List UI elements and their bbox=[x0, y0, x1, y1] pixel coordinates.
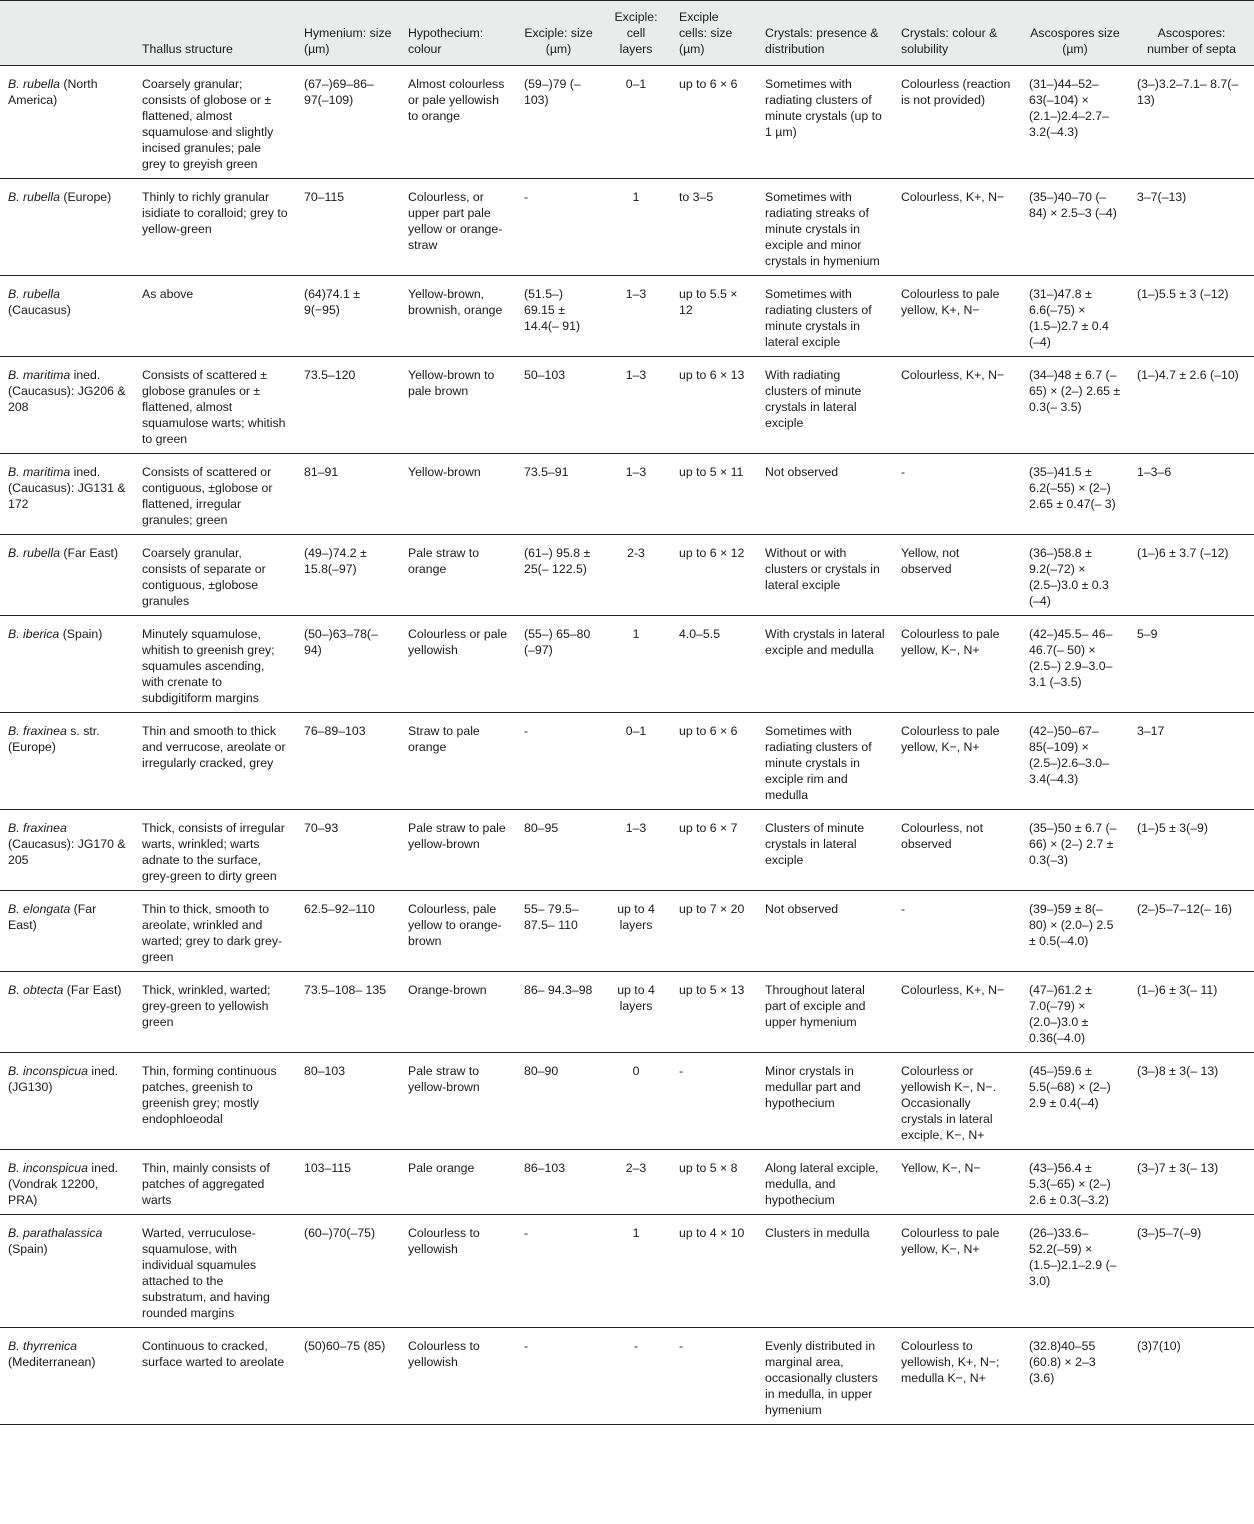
hypothecium-cell: Colourless or pale yellowish bbox=[400, 616, 516, 713]
hypothecium-cell: Colourless, or upper part pale yellow or orange-straw bbox=[400, 179, 516, 276]
hymenium-cell: (49–)74.2 ± 15.8(–97) bbox=[296, 535, 400, 616]
table-row bbox=[0, 535, 1254, 616]
exciple-layers-cell: - bbox=[601, 1328, 671, 1425]
hypothecium-cell: Pale straw to orange bbox=[400, 535, 516, 616]
table-row bbox=[0, 972, 1254, 1053]
species-cell bbox=[0, 66, 134, 179]
table-row bbox=[0, 357, 1254, 454]
table-row bbox=[0, 810, 1254, 891]
ascospores-septa-cell: (1–)6 ± 3.7 (–12) bbox=[1129, 535, 1254, 616]
hypothecium-cell: Pale straw to yellow-brown bbox=[400, 1053, 516, 1150]
exciple-cells-cell: up to 6 × 6 bbox=[671, 66, 757, 179]
species-cell bbox=[0, 1053, 134, 1150]
species-cell bbox=[0, 179, 134, 276]
hypothecium-cell: Almost colourless or pale yellowish to orange bbox=[400, 66, 516, 179]
ascospores-septa-cell: (3)7(10) bbox=[1129, 1328, 1254, 1425]
species-name: B. maritima bbox=[8, 368, 71, 382]
species-cell bbox=[0, 891, 134, 972]
table-row bbox=[0, 713, 1254, 810]
hymenium-cell: 73.5–120 bbox=[296, 357, 400, 454]
ascospores-size-cell: (32.8)40–55 (60.8) × 2–3 (3.6) bbox=[1021, 1328, 1129, 1425]
species-locality: (Far East) bbox=[63, 546, 119, 560]
crystals-colour-cell: - bbox=[893, 891, 1021, 972]
species-locality: s. str. (Europe) bbox=[8, 724, 100, 754]
crystals-cell: Clusters of minute crystals in lateral exciple bbox=[757, 810, 893, 891]
exciple-cells-cell: up to 6 × 13 bbox=[671, 357, 757, 454]
species-name: B. inconspicua bbox=[8, 1161, 88, 1175]
thallus-cell: Thick, wrinkled, warted; grey-green to yellowish green bbox=[134, 972, 296, 1053]
thallus-cell: Coarsely granular; consists of globose or ± flattened, almost squamulose and slightly incised granules; pale grey to greyish green bbox=[134, 66, 296, 179]
species-cell bbox=[0, 616, 134, 713]
species-locality: ined. (Vondrak 12200, PRA) bbox=[8, 1161, 119, 1207]
ascospores-septa-cell: (1–)5.5 ± 3 (–12) bbox=[1129, 276, 1254, 357]
crystals-cell: Sometimes with radiating clusters of minute crystals in lateral exciple bbox=[757, 276, 893, 357]
crystals-cell: Minor crystals in medullar part and hypothecium bbox=[757, 1053, 893, 1150]
thallus-cell: Coarsely granular, consists of separate or contiguous, ±globose granules bbox=[134, 535, 296, 616]
exciple-layers-cell: up to 4 layers bbox=[601, 972, 671, 1053]
thallus-cell: Thin and smooth to thick and verrucose, areolate or irregularly cracked, grey bbox=[134, 713, 296, 810]
header-exciple-cell-layers: Exciple: cell layers bbox=[601, 1, 671, 66]
ascospores-size-cell: (45–)59.6 ± 5.5(–68) × (2–) 2.9 ± 0.4(–4) bbox=[1021, 1053, 1129, 1150]
exciple-size-cell: 80–90 bbox=[516, 1053, 601, 1150]
species-locality: (Far East) bbox=[8, 902, 97, 932]
header-row bbox=[0, 1, 1254, 66]
exciple-layers-cell: 2–3 bbox=[601, 1150, 671, 1215]
exciple-cells-cell: up to 6 × 6 bbox=[671, 713, 757, 810]
ascospores-septa-cell: (3–)5–7(–9) bbox=[1129, 1215, 1254, 1328]
header-exciple-size: Exciple: size (µm) bbox=[516, 1, 601, 66]
table-row bbox=[0, 179, 1254, 276]
exciple-size-cell: - bbox=[516, 1215, 601, 1328]
crystals-cell: Not observed bbox=[757, 891, 893, 972]
table-row bbox=[0, 66, 1254, 179]
ascospores-size-cell: (47–)61.2 ± 7.0(–79) × (2.0–)3.0 ± 0.36(–4.0) bbox=[1021, 972, 1129, 1053]
species-cell bbox=[0, 454, 134, 535]
crystals-colour-cell: Colourless (reaction is not provided) bbox=[893, 66, 1021, 179]
species-locality: ined. (Caucasus): JG131 & 172 bbox=[8, 465, 126, 511]
crystals-colour-cell: Colourless to pale yellow, K−, N+ bbox=[893, 713, 1021, 810]
exciple-cells-cell: 4.0–5.5 bbox=[671, 616, 757, 713]
ascospores-septa-cell: (3–)3.2–7.1– 8.7(–13) bbox=[1129, 66, 1254, 179]
thallus-cell: Consists of scattered ± globose granules or ± flattened, almost squamulose warts; whitish to green bbox=[134, 357, 296, 454]
ascospores-septa-cell: 3–7(–13) bbox=[1129, 179, 1254, 276]
table-row bbox=[0, 1215, 1254, 1328]
crystals-colour-cell: Colourless to yellowish, K+, N−; medulla K−, N+ bbox=[893, 1328, 1021, 1425]
thallus-cell: Warted, verruculose-squamulose, with individual squamules attached to the substratum, and having rounded margins bbox=[134, 1215, 296, 1328]
crystals-colour-cell: Yellow, K−, N− bbox=[893, 1150, 1021, 1215]
ascospores-size-cell: (35–)41.5 ± 6.2(–55) × (2–) 2.65 ± 0.47(– 3) bbox=[1021, 454, 1129, 535]
crystals-colour-cell: Yellow, not observed bbox=[893, 535, 1021, 616]
exciple-size-cell: (59–)79 (–103) bbox=[516, 66, 601, 179]
ascospores-septa-cell: (1–)4.7 ± 2.6 (–10) bbox=[1129, 357, 1254, 454]
species-name: B. rubella bbox=[8, 546, 60, 560]
crystals-colour-cell: Colourless, K+, N− bbox=[893, 179, 1021, 276]
crystals-colour-cell: Colourless, K+, N− bbox=[893, 972, 1021, 1053]
exciple-cells-cell: up to 6 × 12 bbox=[671, 535, 757, 616]
exciple-size-cell: 73.5–91 bbox=[516, 454, 601, 535]
exciple-layers-cell: 1–3 bbox=[601, 454, 671, 535]
crystals-cell: Without or with clusters or crystals in lateral exciple bbox=[757, 535, 893, 616]
ascospores-size-cell: (43–)56.4 ± 5.3(–65) × (2–) 2.6 ± 0.3(–3.2) bbox=[1021, 1150, 1129, 1215]
hymenium-cell: 73.5–108– 135 bbox=[296, 972, 400, 1053]
exciple-cells-cell: up to 5 × 13 bbox=[671, 972, 757, 1053]
crystals-cell: Sometimes with radiating streaks of minute crystals in exciple and minor crystals in hymenium bbox=[757, 179, 893, 276]
thallus-cell: Consists of scattered or contiguous, ±globose or flattened, irregular granules; green bbox=[134, 454, 296, 535]
hymenium-cell: (60–)70(–75) bbox=[296, 1215, 400, 1328]
hymenium-cell: 76–89–103 bbox=[296, 713, 400, 810]
ascospores-size-cell: (34–)48 ± 6.7 (–65) × (2–) 2.65 ± 0.3(– 3.5) bbox=[1021, 357, 1129, 454]
species-name: B. elongata bbox=[8, 902, 71, 916]
exciple-layers-cell: 2-3 bbox=[601, 535, 671, 616]
species-name: B. rubella bbox=[8, 190, 60, 204]
header-exciple-cells-size: Exciple cells: size (µm) bbox=[671, 1, 757, 66]
species-name: B. fraxinea bbox=[8, 724, 67, 738]
ascospores-size-cell: (36–)58.8 ± 9.2(–72) × (2.5–)3.0 ± 0.3 (–4) bbox=[1021, 535, 1129, 616]
species-cell bbox=[0, 1328, 134, 1425]
table-row bbox=[0, 1328, 1254, 1425]
exciple-layers-cell: 1–3 bbox=[601, 276, 671, 357]
exciple-cells-cell: up to 7 × 20 bbox=[671, 891, 757, 972]
ascospores-size-cell: (42–)45.5– 46–46.7(– 50) × (2.5–) 2.9–3.0–3.1 (–3.5) bbox=[1021, 616, 1129, 713]
species-cell bbox=[0, 357, 134, 454]
crystals-cell: Throughout lateral part of exciple and upper hymenium bbox=[757, 972, 893, 1053]
exciple-size-cell: - bbox=[516, 713, 601, 810]
thallus-cell: Thin to thick, smooth to areolate, wrinkled and warted; grey to dark grey-green bbox=[134, 891, 296, 972]
exciple-layers-cell: 0 bbox=[601, 1053, 671, 1150]
species-locality: (Caucasus): JG170 & 205 bbox=[8, 837, 126, 867]
crystals-cell: Sometimes with radiating clusters of minute crystals (up to 1 µm) bbox=[757, 66, 893, 179]
ascospores-septa-cell: (1–)5 ± 3(–9) bbox=[1129, 810, 1254, 891]
exciple-cells-cell: up to 5 × 11 bbox=[671, 454, 757, 535]
hymenium-cell: (64)74.1 ± 9(−95) bbox=[296, 276, 400, 357]
hymenium-cell: 81–91 bbox=[296, 454, 400, 535]
exciple-size-cell: 50–103 bbox=[516, 357, 601, 454]
hymenium-cell: 103–115 bbox=[296, 1150, 400, 1215]
header-hypothecium-colour: Hypothecium: colour bbox=[400, 1, 516, 66]
thallus-cell: Thin, mainly consists of patches of aggregated warts bbox=[134, 1150, 296, 1215]
species-name: B. rubella bbox=[8, 77, 60, 91]
hymenium-cell: (50–)63–78(– 94) bbox=[296, 616, 400, 713]
species-name: B. thyrrenica bbox=[8, 1339, 78, 1353]
hymenium-cell: (67–)69–86–97(–109) bbox=[296, 66, 400, 179]
species-name: B. rubella bbox=[8, 287, 60, 301]
species-name: B. obtecta bbox=[8, 983, 64, 997]
table-row bbox=[0, 1150, 1254, 1215]
exciple-layers-cell: 1–3 bbox=[601, 357, 671, 454]
exciple-layers-cell: 0–1 bbox=[601, 66, 671, 179]
species-locality: (Europe) bbox=[63, 190, 112, 204]
exciple-size-cell: 86– 94.3–98 bbox=[516, 972, 601, 1053]
exciple-layers-cell: 1 bbox=[601, 1215, 671, 1328]
ascospores-size-cell: (26–)33.6– 52.2(–59) × (1.5–)2.1–2.9 (–3.0) bbox=[1021, 1215, 1129, 1328]
hypothecium-cell: Pale straw to pale yellow-brown bbox=[400, 810, 516, 891]
crystals-colour-cell: Colourless to pale yellow, K+, N− bbox=[893, 276, 1021, 357]
header-crystals-presence: Crystals: presence & distribution bbox=[757, 1, 893, 66]
hypothecium-cell: Pale orange bbox=[400, 1150, 516, 1215]
hypothecium-cell: Yellow-brown to pale brown bbox=[400, 357, 516, 454]
exciple-cells-cell: up to 6 × 7 bbox=[671, 810, 757, 891]
exciple-cells-cell: - bbox=[671, 1328, 757, 1425]
thallus-cell: Thick, consists of irregular warts, wrinkled; warts adnate to the surface, grey-green to dirty green bbox=[134, 810, 296, 891]
exciple-size-cell: 86–103 bbox=[516, 1150, 601, 1215]
hypothecium-cell: Yellow-brown bbox=[400, 454, 516, 535]
species-locality: (Caucasus) bbox=[8, 303, 71, 317]
hypothecium-cell: Colourless, pale yellow to orange-brown bbox=[400, 891, 516, 972]
species-locality: ined. (JG130) bbox=[8, 1064, 119, 1094]
species-cell bbox=[0, 276, 134, 357]
ascospores-size-cell: (42–)50–67– 85(–109) × (2.5–)2.6–3.0– 3.4(–4.3) bbox=[1021, 713, 1129, 810]
exciple-layers-cell: 1–3 bbox=[601, 810, 671, 891]
hypothecium-cell: Orange-brown bbox=[400, 972, 516, 1053]
exciple-layers-cell: 1 bbox=[601, 179, 671, 276]
species-cell bbox=[0, 972, 134, 1053]
table-row bbox=[0, 616, 1254, 713]
species-locality: ined. (Caucasus): JG206 & 208 bbox=[8, 368, 126, 414]
table-row bbox=[0, 891, 1254, 972]
hymenium-cell: 62.5–92–110 bbox=[296, 891, 400, 972]
exciple-cells-cell: up to 5 × 8 bbox=[671, 1150, 757, 1215]
crystals-cell: Clusters in medulla bbox=[757, 1215, 893, 1328]
hypothecium-cell: Yellow-brown, brownish, orange bbox=[400, 276, 516, 357]
header-hymenium-size: Hymenium: size (µm) bbox=[296, 1, 400, 66]
exciple-size-cell: (61–) 95.8 ± 25(– 122.5) bbox=[516, 535, 601, 616]
species-name: B. inconspicua bbox=[8, 1064, 88, 1078]
header-species bbox=[0, 1, 134, 66]
header-crystals-colour: Crystals: colour & solubility bbox=[893, 1, 1021, 66]
thallus-cell: Thin, forming continuous patches, greenish to greenish grey; mostly endophloeodal bbox=[134, 1053, 296, 1150]
hypothecium-cell: Colourless to yellowish bbox=[400, 1215, 516, 1328]
species-cell bbox=[0, 1150, 134, 1215]
hypothecium-cell: Colourless to yellowish bbox=[400, 1328, 516, 1425]
ascospores-size-cell: (35–)40–70 (–84) × 2.5–3 (–4) bbox=[1021, 179, 1129, 276]
exciple-size-cell: (55–) 65–80 (–97) bbox=[516, 616, 601, 713]
hymenium-cell: 70–115 bbox=[296, 179, 400, 276]
crystals-cell: Not observed bbox=[757, 454, 893, 535]
ascospores-size-cell: (35–)50 ± 6.7 (–66) × (2–) 2.7 ± 0.3(–3) bbox=[1021, 810, 1129, 891]
exciple-size-cell: 55– 79.5– 87.5– 110 bbox=[516, 891, 601, 972]
exciple-size-cell: 80–95 bbox=[516, 810, 601, 891]
header-thallus-structure: Thallus structure bbox=[134, 1, 296, 66]
crystals-colour-cell: Colourless to pale yellow, K−, N+ bbox=[893, 1215, 1021, 1328]
ascospores-size-cell: (39–)59 ± 8(– 80) × (2.0–) 2.5 ± 0.5(–4.0) bbox=[1021, 891, 1129, 972]
exciple-cells-cell: up to 5.5 × 12 bbox=[671, 276, 757, 357]
hymenium-cell: 70–93 bbox=[296, 810, 400, 891]
species-name: B. maritima bbox=[8, 465, 71, 479]
thallus-cell: Minutely squamulose, whitish to greenish grey; squamules ascending, with crenate to subdigitiform margins bbox=[134, 616, 296, 713]
species-name: B. fraxinea bbox=[8, 821, 67, 835]
ascospores-size-cell: (31–)47.8 ± 6.6(–75) × (1.5–)2.7 ± 0.4 (–4) bbox=[1021, 276, 1129, 357]
ascospores-septa-cell: (1–)6 ± 3(– 11) bbox=[1129, 972, 1254, 1053]
ascospores-septa-cell: (3–)8 ± 3(– 13) bbox=[1129, 1053, 1254, 1150]
exciple-cells-cell: to 3–5 bbox=[671, 179, 757, 276]
species-cell bbox=[0, 810, 134, 891]
header-ascospores-size: Ascospores size (µm) bbox=[1021, 1, 1129, 66]
crystals-colour-cell: Colourless, K+, N− bbox=[893, 357, 1021, 454]
exciple-size-cell: - bbox=[516, 1328, 601, 1425]
ascospores-septa-cell: 5–9 bbox=[1129, 616, 1254, 713]
species-name: B. iberica bbox=[8, 627, 60, 641]
table-row bbox=[0, 1053, 1254, 1150]
species-name: B. parathalassica bbox=[8, 1226, 103, 1240]
exciple-size-cell: - bbox=[516, 179, 601, 276]
exciple-size-cell: (51.5–) 69.15 ± 14.4(– 91) bbox=[516, 276, 601, 357]
ascospores-size-cell: (31–)44–52–63(–104) × (2.1–)2.4–2.7–3.2(–4.3) bbox=[1021, 66, 1129, 179]
crystals-colour-cell: Colourless, not observed bbox=[893, 810, 1021, 891]
species-cell bbox=[0, 1215, 134, 1328]
species-cell bbox=[0, 713, 134, 810]
exciple-cells-cell: up to 4 × 10 bbox=[671, 1215, 757, 1328]
exciple-layers-cell: 0–1 bbox=[601, 713, 671, 810]
exciple-cells-cell: - bbox=[671, 1053, 757, 1150]
crystals-cell: Evenly distributed in marginal area, occasionally clusters in medulla, in upper hymenium bbox=[757, 1328, 893, 1425]
crystals-cell: Along lateral exciple, medulla, and hypothecium bbox=[757, 1150, 893, 1215]
species-locality: (Mediterranean) bbox=[8, 1355, 96, 1369]
crystals-colour-cell: Colourless to pale yellow, K−, N+ bbox=[893, 616, 1021, 713]
crystals-cell: With crystals in lateral exciple and medulla bbox=[757, 616, 893, 713]
crystals-cell: With radiating clusters of minute crystals in lateral exciple bbox=[757, 357, 893, 454]
species-cell bbox=[0, 535, 134, 616]
ascospores-septa-cell: (3–)7 ± 3(– 13) bbox=[1129, 1150, 1254, 1215]
ascospores-septa-cell: 3–17 bbox=[1129, 713, 1254, 810]
thallus-cell: Continuous to cracked, surface warted to areolate bbox=[134, 1328, 296, 1425]
ascospores-septa-cell: (2–)5–7–12(– 16) bbox=[1129, 891, 1254, 972]
exciple-layers-cell: 1 bbox=[601, 616, 671, 713]
crystals-colour-cell: Colourless or yellowish K−, N−. Occasionally crystals in lateral exciple, K−, N+ bbox=[893, 1053, 1021, 1150]
exciple-layers-cell: up to 4 layers bbox=[601, 891, 671, 972]
species-locality: (Spain) bbox=[8, 1242, 48, 1256]
table-row bbox=[0, 276, 1254, 357]
hymenium-cell: (50)60–75 (85) bbox=[296, 1328, 400, 1425]
species-locality: (Spain) bbox=[62, 627, 103, 641]
thallus-cell: Thinly to richly granular isidiate to coralloid; grey to yellow-green bbox=[134, 179, 296, 276]
crystals-cell: Sometimes with radiating clusters of minute crystals in exciple rim and medulla bbox=[757, 713, 893, 810]
table-row bbox=[0, 454, 1254, 535]
thallus-cell: As above bbox=[134, 276, 296, 357]
species-locality: (Far East) bbox=[66, 983, 122, 997]
crystals-colour-cell: - bbox=[893, 454, 1021, 535]
ascospores-septa-cell: 1–3–6 bbox=[1129, 454, 1254, 535]
header-ascospores-septa: Ascospores: number of septa bbox=[1129, 1, 1254, 66]
hypothecium-cell: Straw to pale orange bbox=[400, 713, 516, 810]
hymenium-cell: 80–103 bbox=[296, 1053, 400, 1150]
species-locality: (North America) bbox=[8, 77, 98, 107]
